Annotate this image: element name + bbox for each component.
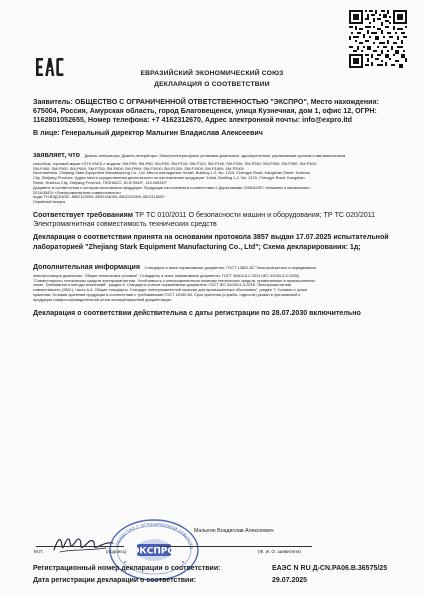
declares-line: Коды ТН ВЭД ЕАЭС: 8502120000; 8502134000; 8502120000; 8502118000: [33, 194, 165, 200]
declares-label: заявляет, что: [33, 150, 80, 159]
registration-date: 29.07.2025: [272, 577, 308, 584]
applicant-label: Заявитель:: [33, 98, 73, 106]
declares-line: City, Zhejiang Province. Адрес места осуществления деятельности по изготовлению продукции: Xuhai, Building 1-2, No. 1219, Chengye Road, Kangshan: [33, 175, 305, 181]
requirements-label: Соответствует требованиям: [33, 210, 133, 219]
representative-text: Генеральный директор Малыгин Владислав Алексеевич: [61, 128, 263, 137]
fio-caption: (Ф. И. О. заявителя): [258, 549, 301, 554]
additional-line: электростанции дизельные. Общие технические условия"; Стандарты и иные нормативные документы: ГОСТ 30804.6.2-2013 (IEC 61000-6-2:2005): [33, 272, 299, 278]
declaration-title: ДЕКЛАРАЦИЯ О СООТВЕТСТВИИ: [154, 81, 270, 88]
applicant-text: ОБЩЕСТВО С ОГРАНИЧЕННОЙ ОТВЕТСТВЕННОСТЬЮ "ЭКСПРО", Место нахождения: 675004, Россия, Амурская область, город Благовещенск, улица Кузнечная, дом 1, офис 12, ОГРН: 1162801052655, Номер телефона: +7 4162312670, Адрес электронной почты: info@expro.ltd: [33, 98, 379, 125]
registration-number-label: Регистрационный номер декларации о соответствии:: [33, 565, 221, 572]
additional-label: Дополнительная информация: [33, 262, 140, 271]
signatory-name: Малыгин Владислав Алексеевич: [194, 528, 274, 534]
additional-line: Стандарты и иные нормативные документы: ГОСТ 13822-82 "Электроагрегаты и передвижные: [144, 264, 317, 270]
declares-line: Документ, в соответствии с которым изготовлена продукция: Продукция изготовлена в соответствии с Директивами 2006/42/ЕС «Машины и механизмы»,: [33, 184, 311, 190]
name-line: [160, 546, 312, 547]
requirements-block: [33, 211, 405, 229]
declares-line: Серийный выпуск: [33, 199, 66, 205]
svg-text:ЭКСПРО: ЭКСПРО: [132, 546, 176, 557]
declares-line: Изготовитель: Zhejiang Stark Equipment Manufacturing Co., Ltd. Место нахождения: Китай, Building 1-2, No. 1219, Chengye Road, Kangshan Street, Huizhou: [33, 170, 310, 176]
union-heading: ЕВРАЗИЙСКИЙ ЭКОНОМИЧЕСКИЙ СОЮЗ: [140, 70, 284, 77]
representative-block: [33, 129, 405, 138]
representative-label: В лице:: [33, 128, 60, 137]
qr-code-icon: [349, 10, 407, 68]
additional-line: хранения: Условия хранения продукции в соответствии с требованиями ГОСТ 15150-69. Срок хранения (службы, годности) указан в прилагаемой к: [33, 291, 301, 297]
additional-line: "Совместимость технических средств электромагнитная. Устойчивость к электромагнитным помехам технических средств, применяемых в промышленных: [33, 277, 316, 283]
registration-number: ЕАЭС N RU Д-CN.PA06.B.36575/25: [272, 565, 388, 572]
seal-place-label: М.П.: [34, 549, 44, 554]
declares-line: Дизель-генераторы, Дизель-генераторы: Электрогенераторные установки дизельные, одноагрегатные, управляемые ручным и автоматическим: [84, 152, 346, 158]
declares-block: [33, 144, 405, 205]
signature-line: [36, 546, 124, 547]
declares-line: 2014/30/ЕU «Электромагнитная совместимость»: [33, 189, 122, 195]
additional-line: совместимость (ЭМС). Часть 6-4. Общие стандарты. Стандарт электромагнитной эмиссии для промышленных обстановок", раздел 7; Условия и сроки: [33, 287, 307, 293]
validity-text: Декларация о соответствии действительна с даты регистрации по 28.07.2030 включительно: [33, 308, 361, 317]
registration-date-label: Дата регистрации декларации о соответствии:: [33, 577, 196, 584]
additional-block: [33, 256, 405, 303]
additional-line: зонах. Требования и методы испытаний", раздел 8. Стандарты и иные нормативные документы: ГОСТ IEC 61000-6-4-2016 "Электромагнитная: [33, 282, 292, 288]
declares-line: способом, торговой марки «STK EMOL» модели: SM-P50; SM-P60; SM-P80; SM-P100; SM-P120; SM-P150; SM-P200; SM-P250; SM-P300; SM-P350; SM-P400;: [33, 160, 317, 166]
declares-line: Street, Huizhou City, Zhejiang Province, ГЛОНАСС: 30.574549°, 119.949319°: [33, 180, 168, 185]
declares-line: SM-P450; SM-P500; SM-P600; SM-P700; SM-P800; SM-P900; SM-P1000; SM-P1200; SM-P1500; SM-P1800; SM-P2000: [33, 165, 244, 171]
additional-line: продукции товаросопроводительной и/или эксплуатационной документации.: [33, 296, 172, 302]
applicant-block: [33, 98, 405, 126]
basis-text: Декларация о соответствии принята на основании протокола 3857 выдан 17.07.2025 испытательной лабораторией "Zhejiang Stark Equipment Manufacturing Co., Ltd"; Схема декларирования: 1д;: [33, 233, 389, 251]
signature-caption: (подпись): [106, 549, 127, 554]
requirements-text: ТР ТС 010/2011 О безопасности машин и оборудования; ТР ТС 020/2011 Электромагнитная совместимость технических средств: [33, 210, 376, 229]
declaration-body: [33, 98, 405, 318]
svg-text:ОБЩЕСТВО С ОГРАНИЧЕННОЙ ОТВЕТС: ОБЩЕСТВО С ОГРАНИЧЕННОЙ ОТВЕТСТВ: [114, 521, 195, 550]
